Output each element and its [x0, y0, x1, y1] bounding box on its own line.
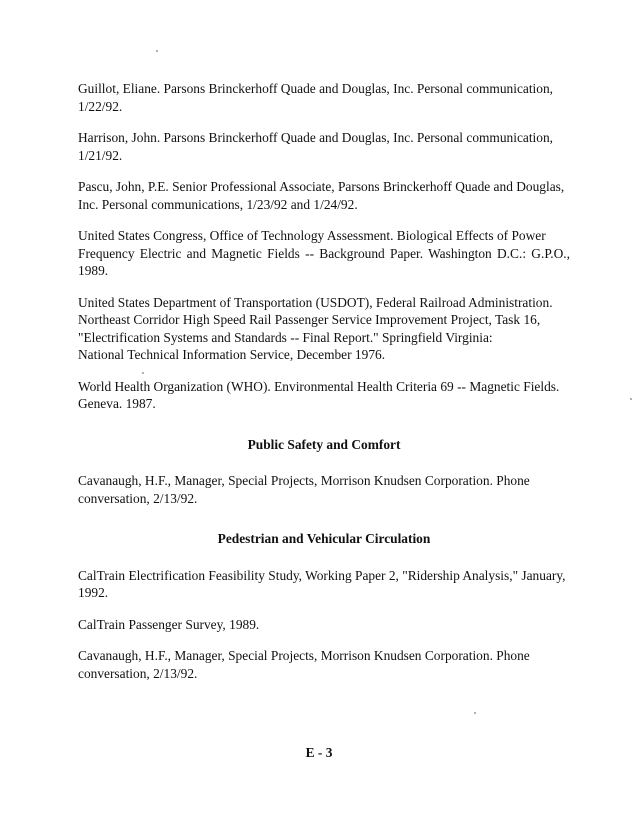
section-heading-pedestrian: Pedestrian and Vehicular Circulation: [217, 531, 431, 546]
reference-entry: Guillot, Eliane. Parsons Brinckerhoff Quade and Douglas, Inc. Personal communication, 1/22/92.: [78, 81, 554, 114]
reference-entry: United States Congress, Office of Technology Assessment. Biological Effects of Power Frequency Electric and Magnetic Fields -- Background Paper. Washington D.C.: G.P.O., 1989.: [78, 228, 570, 278]
scan-speck: [630, 398, 632, 400]
page-number: E - 3: [305, 745, 333, 760]
scan-speck: [474, 712, 476, 714]
reference-entry: Cavanaugh, H.F., Manager, Special Projects, Morrison Knudsen Corporation. Phone conversation, 2/13/92.: [78, 473, 530, 506]
reference-entry: CalTrain Passenger Survey, 1989.: [78, 616, 260, 632]
reference-entry: CalTrain Electrification Feasibility Study, Working Paper 2, "Ridership Analysis," January, 1992.: [78, 567, 566, 600]
reference-entry: World Health Organization (WHO). Environmental Health Criteria 69 -- Magnetic Fields. Geneva. 1987.: [78, 378, 560, 411]
references-body: [78, 80, 570, 682]
scan-speck: [156, 50, 158, 52]
reference-entry: Pascu, John, P.E. Senior Professional Associate, Parsons Brinckerhoff Quade and Douglas, Inc. Personal communications, 1/23/92 and 1/24/92.: [78, 179, 565, 212]
reference-entry: Cavanaugh, H.F., Manager, Special Projects, Morrison Knudsen Corporation. Phone conversation, 2/13/92.: [78, 648, 530, 681]
reference-entry: United States Department of Transportation (USDOT), Federal Railroad Administration. Northeast Corridor High Speed Rail Passenger Service Improvement Project, Task 16, "Electrification Systems and Standards -- Final Report." Springfield Virginia: National Technical Information Service, December 1976.: [78, 294, 553, 362]
reference-entry: Harrison, John. Parsons Brinckerhoff Quade and Douglas, Inc. Personal communication, 1/21/92.: [78, 130, 554, 163]
section-heading-public-safety: Public Safety and Comfort: [247, 436, 401, 452]
